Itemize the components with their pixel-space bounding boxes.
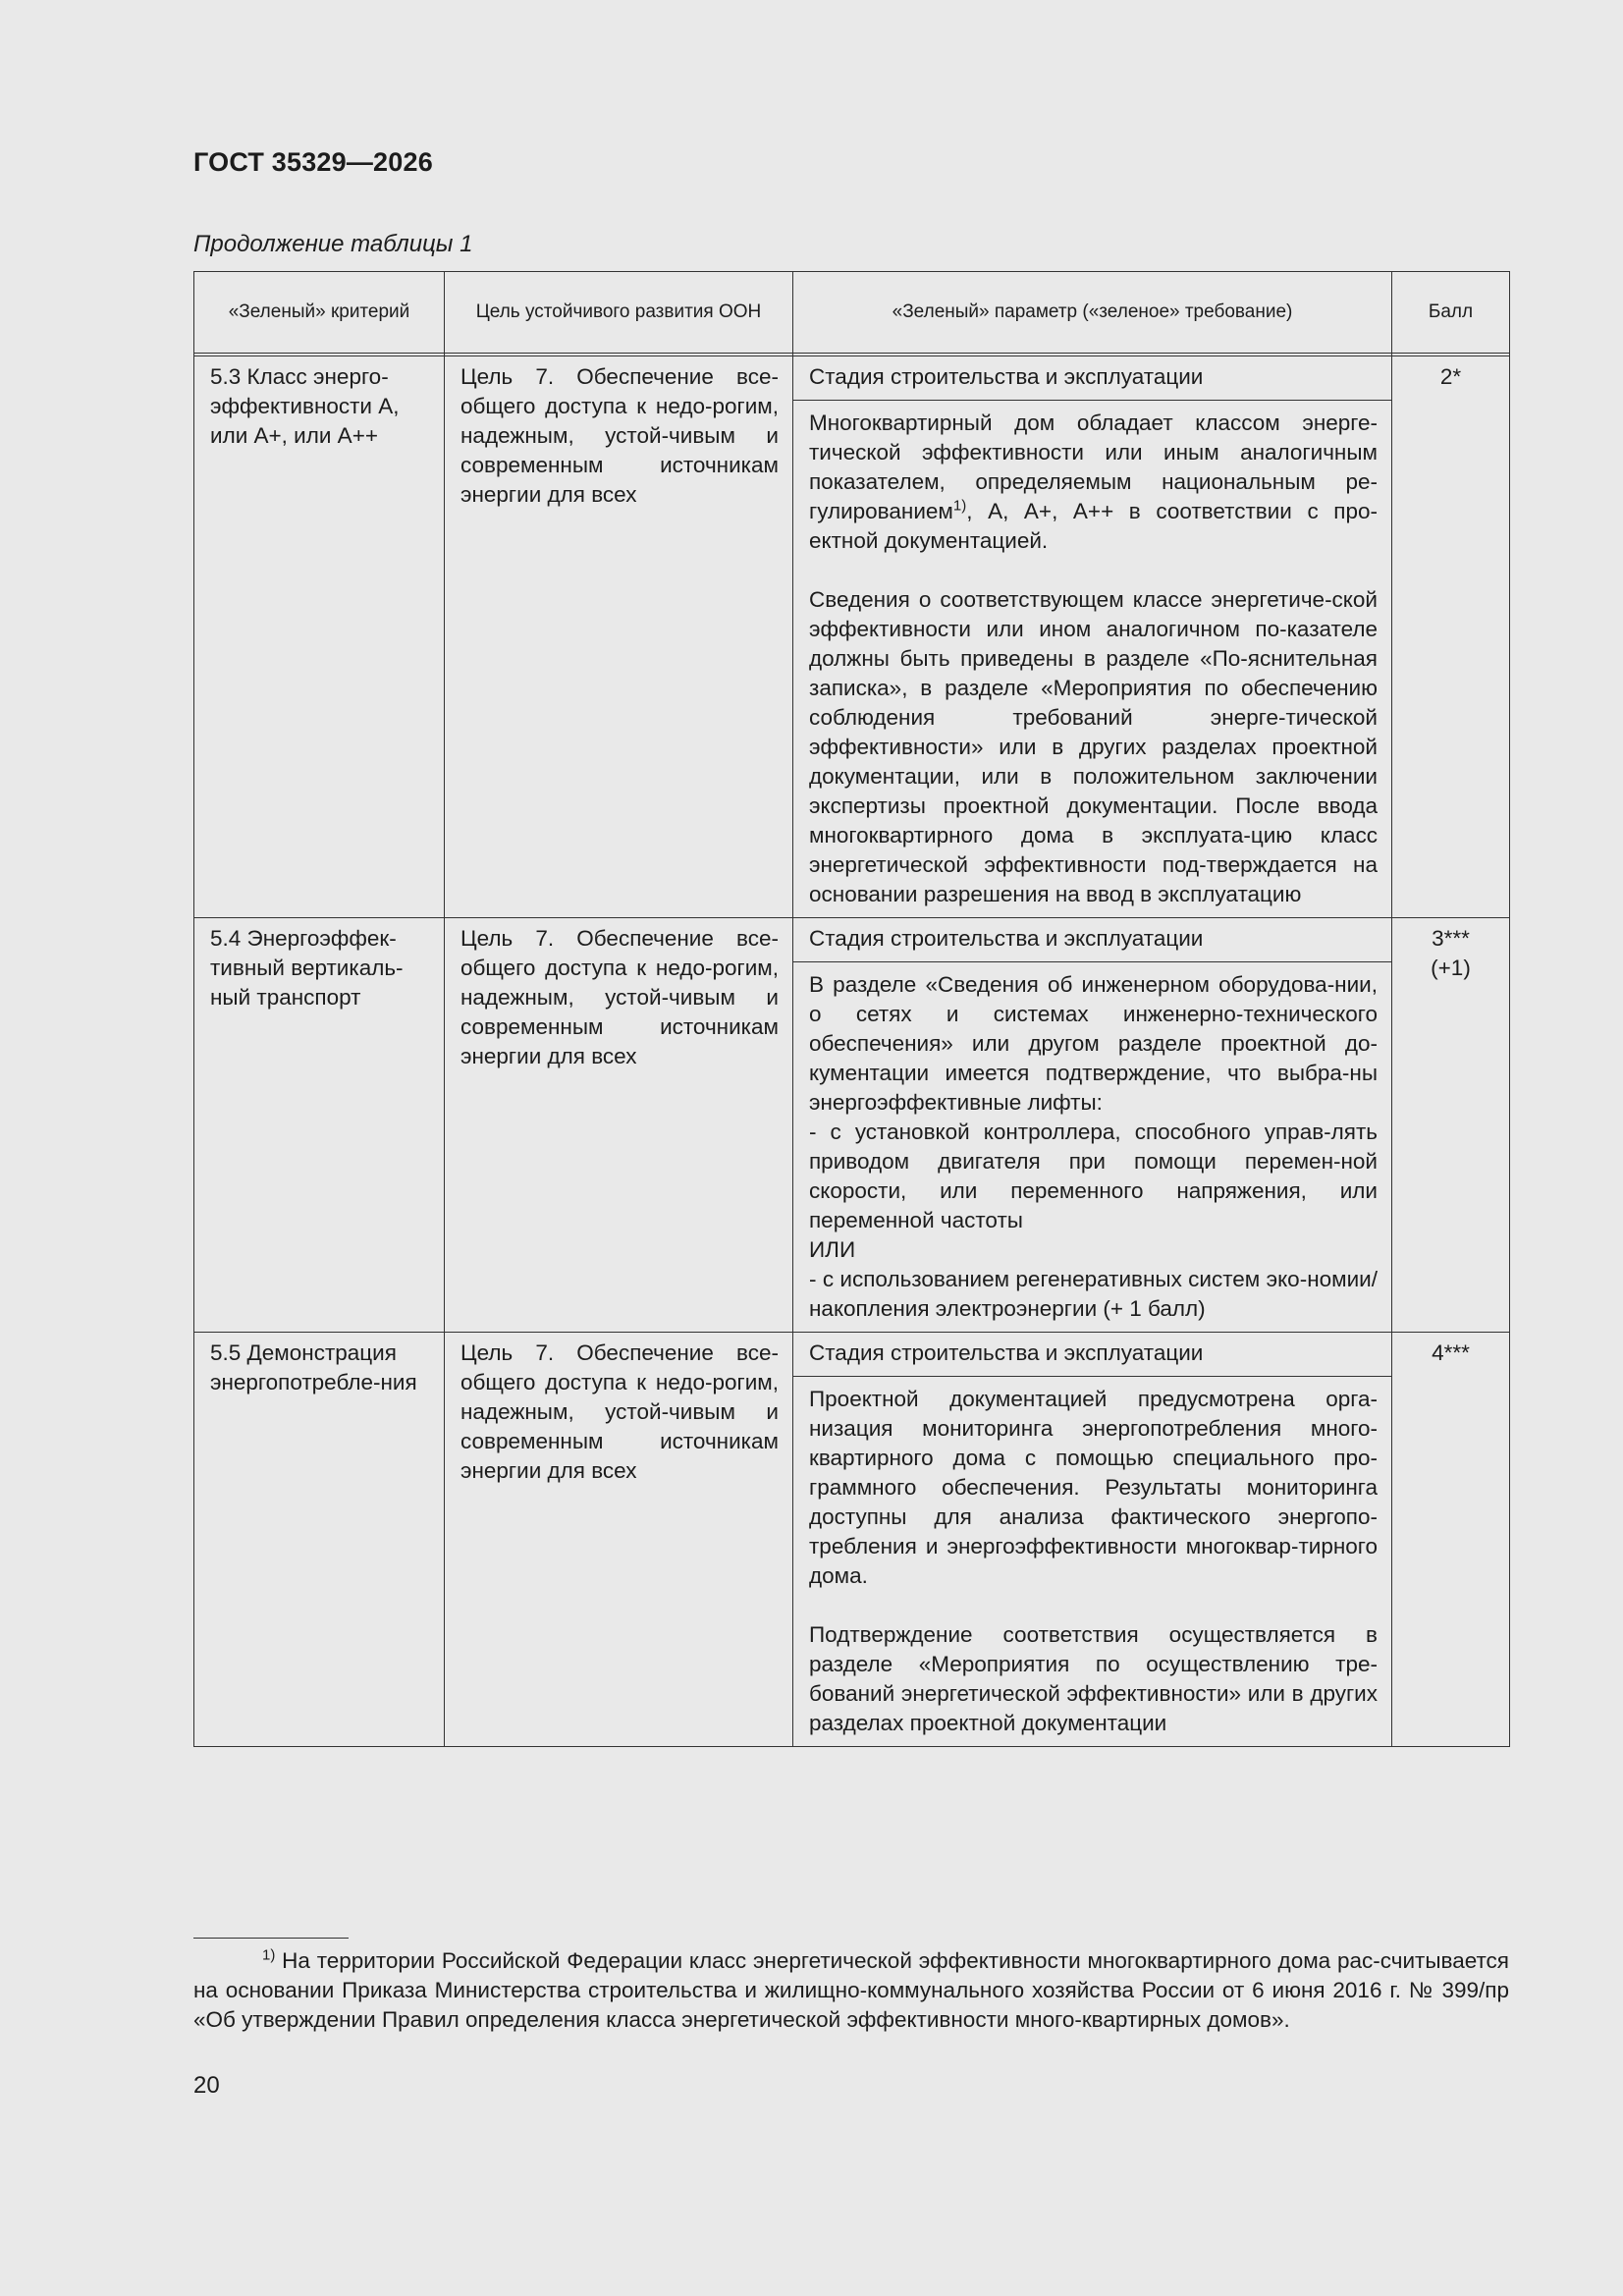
un-goal-cell: Цель 7. Обеспечение все-общего доступа к недо-рогим, надежным, устой-чивым и современным источникам энергии для всех [445, 356, 793, 918]
column-header-criterion: «Зеленый» критерий [194, 272, 445, 354]
requirement-text [793, 962, 1391, 1332]
parameter-cell [793, 1333, 1392, 1747]
requirement-text-part: , А, А+, А++ в соответствии с про-ектной документацией. [809, 499, 1378, 553]
score-extra: (+1) [1431, 956, 1471, 980]
requirement-text [793, 1377, 1391, 1746]
score-cell: 2* [1392, 356, 1510, 918]
table-caption: Продолжение таблицы 1 [193, 231, 473, 257]
requirement-line: - с использованием регенеративных систем эко-номии/накопления электроэнергии (+ 1 балл) [809, 1267, 1378, 1321]
requirement-paragraph [809, 409, 1378, 556]
criterion-cell: 5.3 Класс энерго-эффективности А, или А+, или А++ [194, 356, 445, 918]
un-goal-cell: Цель 7. Обеспечение все-общего доступа к недо-рогим, надежным, устой-чивым и современным источникам энергии для всех [445, 918, 793, 1333]
requirement-text-part: Многоквартирный дом обладает классом энерге-тической эффективности или иным аналогичным показателем, определяемым национальным ре-гулированием [809, 410, 1378, 523]
stage-label: Стадия строительства и эксплуатации [793, 356, 1391, 401]
column-header-parameter-text: «Зеленый» параметр («зеленое» требование) [892, 301, 1293, 322]
document-header: ГОСТ 35329—2026 [193, 147, 433, 177]
requirement-paragraph: Сведения о соответствующем классе энергетиче-ской эффективности или ином аналогичном по-казателе должны быть приведены в разделе «По-яснительная записка», в разделе «Мероприятия по обеспечению соблюдения требований энерге-тической эффективности» или в других разделах проектной документации, или в положительном заключении экспертизы проектной документации. После ввода многоквартирного дома в эксплуата-цию класс энергетической эффективности под-тверждается на основании разрешения на ввод в эксплуатацию [809, 587, 1378, 906]
requirement-paragraph: Подтверждение соответствия осуществляется в разделе «Мероприятия по осуществлению тре-бований энергетической эффективности» или в других разделах проектной документации [809, 1622, 1378, 1735]
column-header-un-goal-text: Цель устойчивого развития ООН [475, 301, 762, 322]
score-cell: 4*** [1392, 1333, 1510, 1747]
page-number: 20 [193, 2072, 220, 2099]
un-goal-cell: Цель 7. Обеспечение все-общего доступа к недо-рогим, надежным, устой-чивым и современным источникам энергии для всех [445, 1333, 793, 1747]
criterion-cell: 5.4 Энергоэффек-тивный вертикаль-ный транспорт [194, 918, 445, 1333]
footnote-text: На территории Российской Федерации класс энергетической эффективности многоквартирного дома рас-считывается на основании Приказа Министерства строительства и жилищно-коммунального хозяйства России от 6 июня 2016 г. № 399/пр «Об утверждении Правил определения класса энергетической эффективности много-квартирных домов». [193, 1948, 1509, 2032]
score-cell [1392, 918, 1510, 1333]
footnote-divider [193, 1938, 349, 1939]
requirement-text [793, 401, 1391, 917]
requirements-table [193, 271, 1509, 1747]
footnote [193, 1946, 1509, 2035]
footnote-marker: 1) [262, 1946, 276, 1964]
column-header-score: Балл [1392, 272, 1510, 354]
requirement-line: В разделе «Сведения об инженерном оборудова-нии, о сетях и системах инженерно-технического обеспечения» или другом разделе проектной до-кументации имеется подтверждение, что выбра-ны энергоэффективные лифты: [809, 972, 1378, 1115]
table-row [194, 356, 1510, 918]
stage-label: Стадия строительства и эксплуатации [793, 1333, 1391, 1377]
parameter-cell [793, 918, 1392, 1333]
table-header-row [194, 272, 1510, 354]
footnote-ref: 1) [952, 497, 967, 515]
table-row [194, 1333, 1510, 1747]
criterion-cell: 5.5 Демонстрация энергопотребле-ния [194, 1333, 445, 1747]
stage-label: Стадия строительства и эксплуатации [793, 918, 1391, 962]
requirement-line: ИЛИ [809, 1237, 856, 1262]
requirement-paragraph: Проектной документацией предусмотрена орга-низация мониторинга энергопотребления много-квартирного дома с помощью специального про-граммного обеспечения. Результаты мониторинга доступны для анализа фактического энергопо-требления и энергоэффективности многоквар-тирного дома. [809, 1387, 1378, 1588]
column-header-un-goal [445, 272, 793, 354]
table-row [194, 918, 1510, 1333]
parameter-cell [793, 356, 1392, 918]
column-header-parameter [793, 272, 1392, 354]
requirement-line: - с установкой контроллера, способного управ-лять приводом двигателя при помощи перемен-ной скорости, или переменного напряжения, или переменной частоты [809, 1120, 1378, 1232]
score-value: 3*** [1432, 926, 1470, 951]
